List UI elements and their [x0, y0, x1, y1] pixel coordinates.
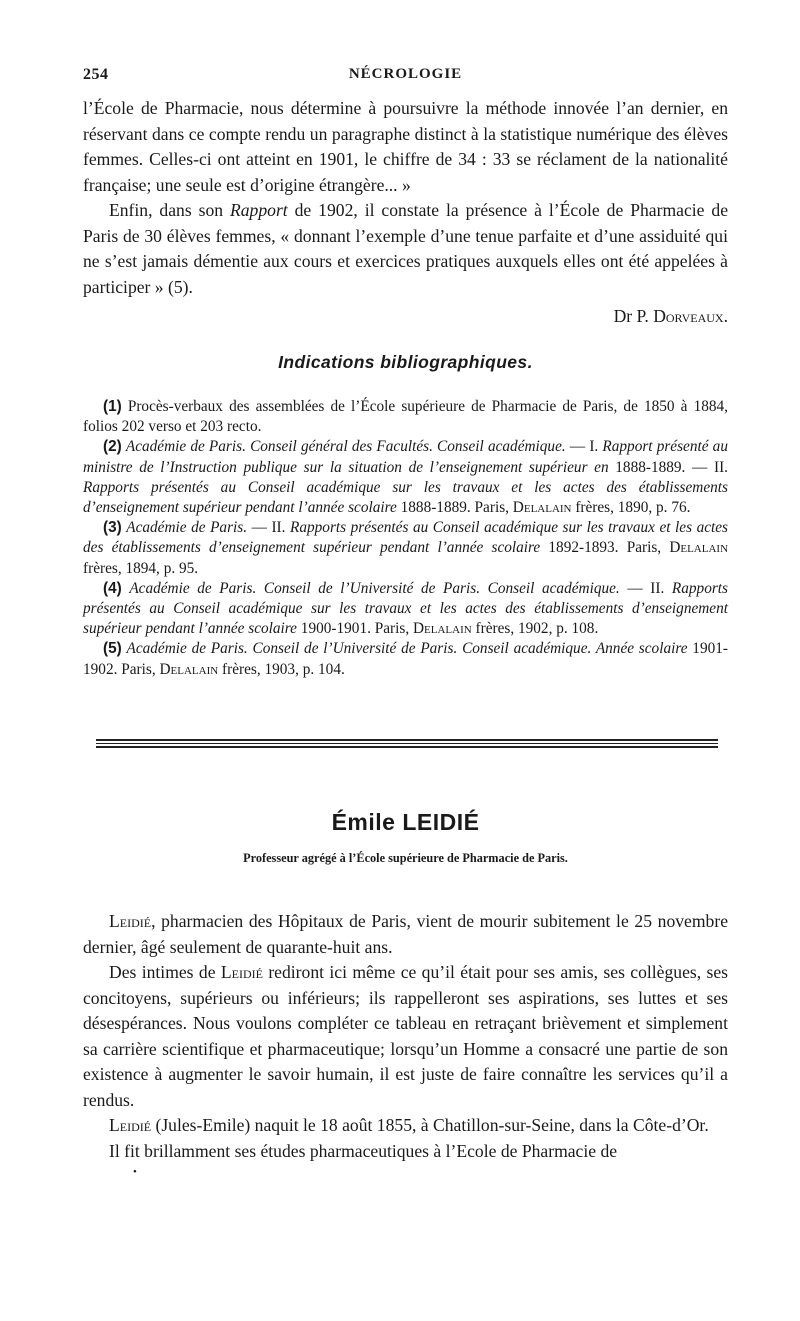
- entry-title: Rapports présentés au Conseil académique sur les travaux et les actes des établissements d’enseignement supérieur pendant l’année scolaire: [83, 519, 728, 557]
- intro-text: [83, 96, 728, 300]
- article-paragraph-4: Il fit brillamment ses études pharmaceutiques à l’Ecole de Pharmacie de: [109, 1140, 618, 1161]
- entry-text: 1888-1889. — II.: [608, 458, 728, 476]
- entry-number: (1): [103, 398, 122, 415]
- entry-title: Académie de Paris. Conseil de l’Université de Paris. Conseil académique. Année scolaire: [126, 640, 688, 658]
- paragraph-text: (Jules-Emile) naquit le 18 août 1855, à Chatillon-sur-Seine, dans la Côte-d’Or.: [151, 1115, 709, 1135]
- page-header: [83, 66, 728, 90]
- entry-number: (4): [103, 579, 122, 597]
- article-paragraph-1: [83, 909, 728, 960]
- entry-number: (2): [103, 438, 122, 456]
- entry-number: (5): [103, 640, 122, 658]
- article-paragraph-2: [83, 960, 728, 1113]
- bibliography-entry-1: [83, 397, 728, 437]
- entry-title: Rapports présentés au Conseil académique sur les travaux et les actes des établissements d’enseignement supérieur pendant l’année scolaire: [83, 579, 728, 638]
- surname: Leidié: [109, 911, 152, 931]
- author-signature: [614, 306, 728, 327]
- entry-text: — II.: [247, 519, 291, 537]
- entry-text: — I.: [565, 438, 603, 456]
- article-body: [83, 909, 728, 1164]
- article-paragraph-3: [83, 1113, 728, 1139]
- entry-text: 1892-1893. Paris,: [540, 539, 670, 557]
- entry-title: Académie de Paris. Conseil de l’Université de Paris. Conseil académique.: [129, 579, 620, 597]
- divider-rule: [96, 746, 718, 748]
- entry-text: — II.: [619, 579, 672, 597]
- entry-publisher: Delalain: [412, 620, 472, 638]
- surname: Leidié: [220, 962, 263, 982]
- running-head: NÉCROLOGIE: [348, 66, 463, 82]
- signature-title: Dr: [613, 306, 633, 326]
- entry-text: frères, 1903, p. 104.: [218, 660, 345, 678]
- paragraph-text: rediront ici même ce qu’il était pour ses amis, ses collègues, ses concitoyens, supérieurs ou inférieurs; ils rappelleront ses aspirations, ses luttes et ses désespérances. Nous voulons compléter ce tableau en retraçant brièvement et simplement sa carrière scientifique et pharmaceutique; lorsqu’un Homme a consacré une partie de son existence à augmenter le savoir humain, il est juste de faire connaître les services qu’il a rendus.: [83, 962, 728, 1110]
- entry-title: Rapports présentés au Conseil académique sur les travaux et les actes des établissements d’enseignement supérieur pendant l’année scolaire: [83, 478, 728, 517]
- entry-text: 1901-1902. Paris,: [83, 640, 728, 678]
- bibliography-entry-4: [83, 579, 728, 640]
- entry-title: Académie de Paris.: [126, 519, 248, 537]
- entry-publisher: Delalain: [159, 660, 219, 678]
- signature-initial: P.: [636, 306, 649, 326]
- bibliography-entry-5: [83, 639, 728, 679]
- entry-text: Procès-verbaux des assemblées de l’École supérieure de Pharmacie de Paris, de 1850 à 1884, folios 202 verso et 203 recto.: [83, 398, 728, 436]
- entry-title: Rapport présenté au ministre de l’Instruction publique sur la situation de l’enseignement supérieur en: [83, 438, 728, 476]
- article-title: Émile LEIDIÉ: [331, 809, 480, 835]
- entry-number: (3): [103, 519, 122, 537]
- paragraph-text: Des intimes de: [109, 962, 221, 982]
- bibliography-list: [83, 397, 728, 680]
- intro-paragraph-2: [83, 198, 728, 300]
- entry-text: 1888-1889. Paris,: [396, 499, 513, 517]
- paragraph-text: , pharmacien des Hôpitaux de Paris, vient de mourir subitement le 25 novembre dernier, âgé seulement de quarante-huit ans.: [83, 911, 728, 957]
- bibliography-heading: Indications bibliographiques.: [278, 352, 533, 372]
- bibliography-entry-2: [83, 437, 728, 518]
- entry-publisher: Delalain: [512, 499, 572, 517]
- entry-text: frères, 1894, p. 95.: [83, 559, 199, 577]
- section-divider: [96, 739, 718, 750]
- intro-p2-text-a: Enfin, dans son: [109, 200, 231, 220]
- intro-paragraph-1: l’École de Pharmacie, nous détermine à poursuivre la méthode innovée l’an dernier, en réservant dans ce compte rendu un paragraphe distinct à la statistique numérique des élèves femmes. Celles-ci ont atteint en 1901, le chiffre de 34 : 33 se réclament de la nationalité française; une seule est d’origine étrangère... »: [83, 98, 728, 195]
- entry-title: Académie de Paris. Conseil général des Facultés. Conseil académique.: [125, 438, 566, 456]
- entry-text: frères, 1902, p. 108.: [471, 620, 599, 638]
- entry-publisher: Delalain: [669, 539, 729, 557]
- stray-bullet-mark: •: [133, 1166, 137, 1178]
- entry-text: frères, 1890, p. 76.: [571, 499, 691, 517]
- page-number: 254: [83, 66, 109, 83]
- divider-rule: [96, 739, 718, 741]
- intro-p2-rapport: Rapport: [230, 200, 288, 220]
- intro-p2-text-b: de 1902, il constate la présence à l’École de Pharmacie de Paris de 30 élèves femmes, « donnant l’exemple d’une tenue parfaite et d’une assiduité qui ne s’est jamais démentie aux cours et exercices pratiques auxquels elles ont été appelées à participer » (5).: [83, 200, 728, 297]
- article-subtitle: Professeur agrégé à l’École supérieure de Pharmacie de Paris.: [243, 851, 568, 865]
- surname: Leidié: [109, 1115, 152, 1135]
- bibliography-entry-3: [83, 518, 728, 579]
- divider-rule: [96, 743, 718, 744]
- signature-name: Dorveaux.: [653, 306, 728, 326]
- entry-text: 1900-1901. Paris,: [296, 620, 413, 638]
